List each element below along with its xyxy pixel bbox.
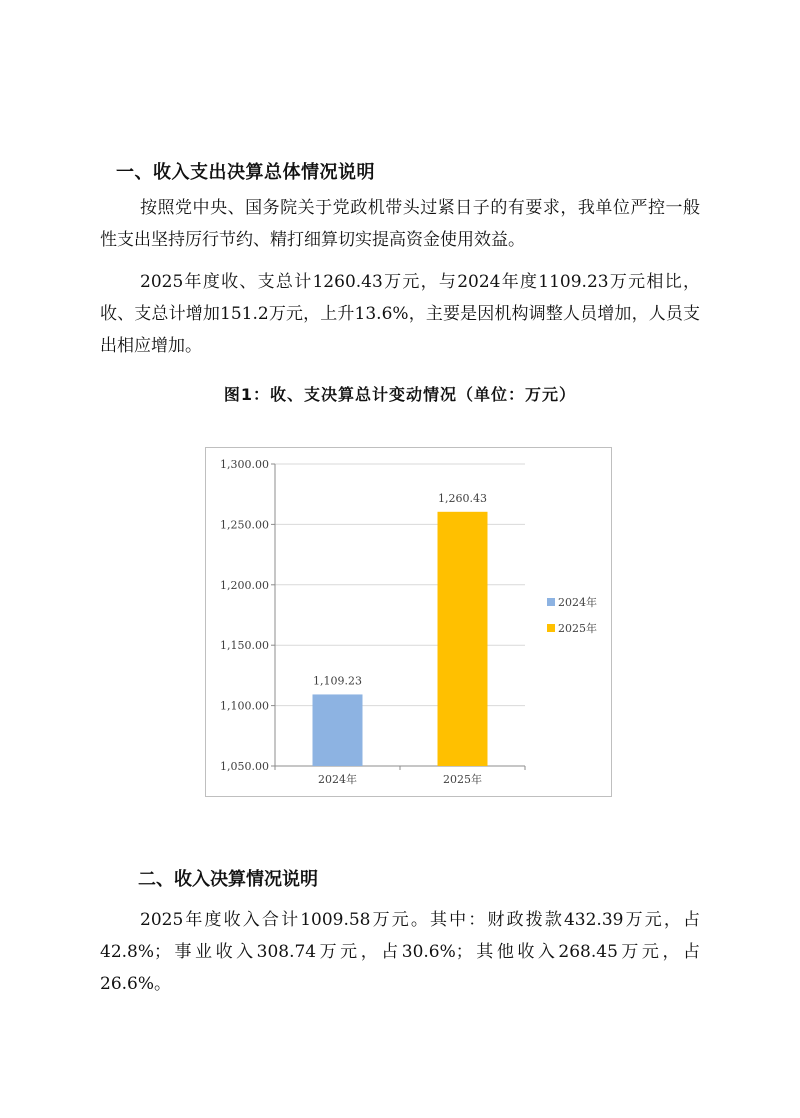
bar-chart [205,447,612,797]
figure-title: 图1：收、支决算总计变动情况（单位：万元） [223,385,577,404]
y-tick-label: 1,200.00 [220,578,269,592]
section2-paragraph-1: 2025年度收入合计1009.58万元。其中：财政拨款432.39万元，占42.8%；事业收入308.74万元，占30.6%；其他收入268.45万元，占26.6%。 [100,910,700,994]
bar-2024年 [313,694,363,766]
section2-heading: 二、收入决算情况说明 [138,869,318,890]
y-tick-label: 1,300.00 [220,458,269,471]
y-tick-label: 1,050.00 [220,760,269,773]
legend-label: 2025年 [558,622,597,635]
section1-paragraph-2: 2025年度收、支总计1260.43万元，与2024年度1109.23万元相比，收、支总计增加151.2万元，上升13.6%，主要是因机构调整人员增加，人员支出相应增加。 [100,272,700,356]
y-tick-label: 1,150.00 [220,639,269,653]
chart-frame [206,448,612,797]
bar-2025年 [438,512,488,766]
legend-swatch [547,624,555,632]
bar-chart-svg [205,447,612,797]
y-tick-label: 1,100.00 [220,699,269,713]
legend-label: 2024年 [558,596,597,609]
x-tick-label: 2025年 [443,773,482,786]
legend-swatch [547,598,555,606]
y-tick-label: 1,250.00 [220,518,269,532]
section1-paragraph-1: 按照党中央、国务院关于党政机带头过紧日子的有要求，我单位严控一般性支出坚持厉行节约、精打细算切实提高资金使用效益。 [100,198,700,250]
data-label: 1,260.43 [438,491,487,505]
data-label: 1,109.23 [313,674,362,688]
section1-heading: 一、收入支出决算总体情况说明 [116,162,375,183]
x-tick-label: 2024年 [318,773,357,786]
